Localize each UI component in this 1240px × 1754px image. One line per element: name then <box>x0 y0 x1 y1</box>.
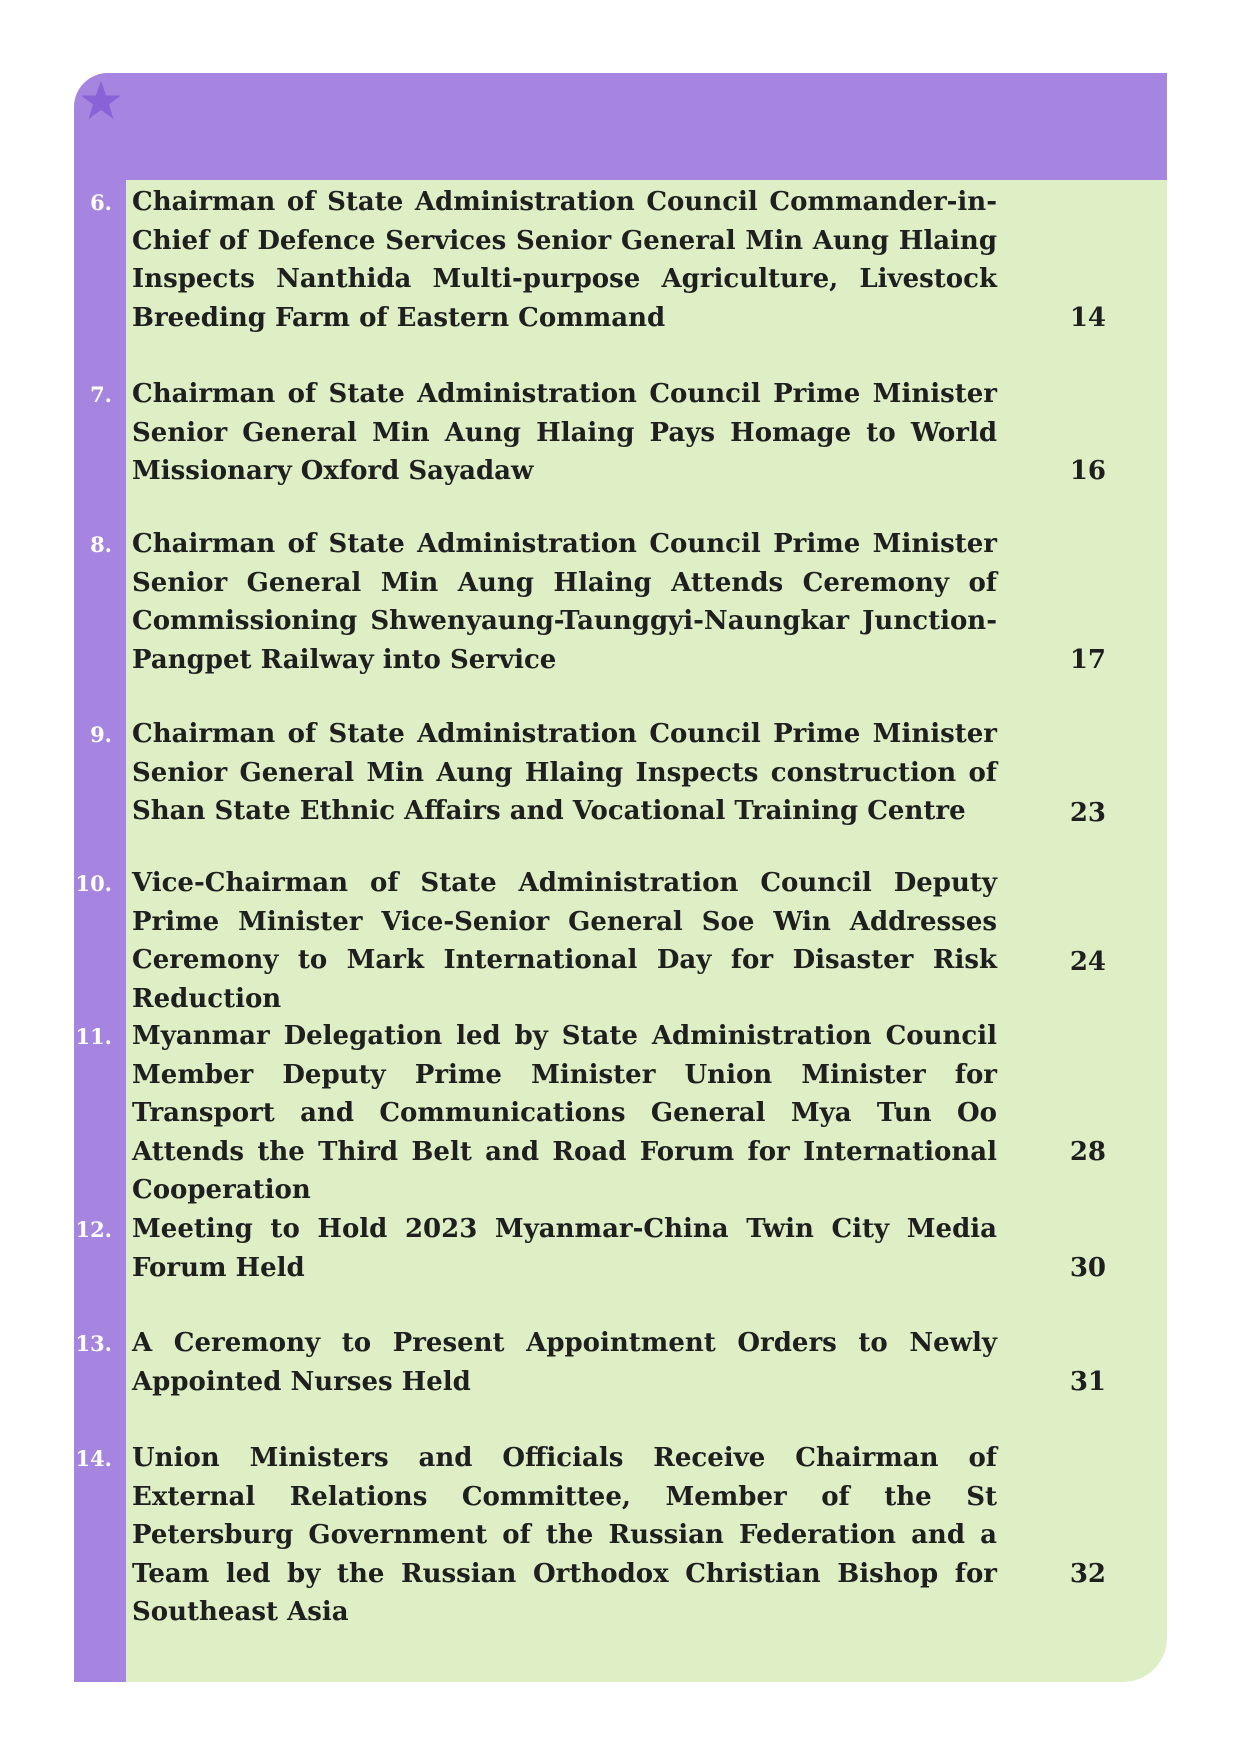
entry-title[interactable]: Chairman of State Administration Council Commander-in-Chief of Defence Services Senior General Min Aung Hlaing Inspects Nanthida Multi-purpose Agriculture, Livestock Breeding Farm of Eastern Command <box>132 187 997 333</box>
entry-number: 6. <box>90 190 112 215</box>
entry-number: 9. <box>90 722 112 747</box>
entry-title[interactable]: A Ceremony to Present Appointment Orders to Newly Appointed Nurses Held <box>132 1328 997 1397</box>
entry-page: 32 <box>1069 1559 1106 1589</box>
entry-page: 17 <box>1069 645 1106 675</box>
entry-page: 30 <box>1069 1253 1106 1283</box>
entry-page: 14 <box>1069 303 1106 333</box>
entry-title[interactable]: Chairman of State Administration Council Prime Minister Senior General Min Aung Hlaing Inspects construction of Shan State Ethnic Affairs and Vocational Training Centre <box>132 719 997 826</box>
star-icon <box>79 79 123 123</box>
page-no-heading: Page No. <box>1031 38 1161 68</box>
entry-number: 13. <box>75 1331 112 1356</box>
entry-page: 24 <box>1069 947 1106 977</box>
entry-number: 14. <box>75 1446 112 1471</box>
entry-title[interactable]: Chairman of State Administration Council Prime Minister Senior General Min Aung Hlaing Attends Ceremony of Commissioning Shwenyaung-Taunggyi-Naungkar Junction-Pangpet Railway into Service <box>132 529 997 675</box>
entry-number: 8. <box>90 532 112 557</box>
entry-page: 16 <box>1069 456 1106 486</box>
contents-heading: Contents <box>453 38 585 68</box>
entry-title[interactable]: Myanmar Delegation led by State Administration Council Member Deputy Prime Minister Union Minister for Transport and Communications General Mya Tun Oo Attends the Third Belt and Road Forum for International Cooperation <box>132 1021 997 1205</box>
entry-number: 10. <box>75 871 112 896</box>
entry-title[interactable]: Chairman of State Administration Council Prime Minister Senior General Min Aung Hlaing Pays Homage to World Missionary Oxford Sayadaw <box>132 379 997 486</box>
entry-title[interactable]: Meeting to Hold 2023 Myanmar-China Twin City Media Forum Held <box>132 1214 997 1283</box>
entry-title[interactable]: Union Ministers and Officials Receive Chairman of External Relations Committee, Member of the St Petersburg Government of the Russian Federation and a Team led by the Russian Orthodox Christian Bishop for Southeast Asia <box>132 1443 997 1627</box>
contents-header <box>126 73 1167 180</box>
entry-page: 28 <box>1069 1137 1106 1167</box>
entry-number: 7. <box>90 382 112 407</box>
entry-title[interactable]: Vice-Chairman of State Administration Council Deputy Prime Minister Vice-Senior General Soe Win Addresses Ceremony to Mark International Day for Disaster Risk Reduction <box>132 868 997 1014</box>
entry-number: 11. <box>75 1024 112 1049</box>
entry-page: 23 <box>1069 798 1106 828</box>
entry-number: 12. <box>75 1217 112 1242</box>
entry-page: 31 <box>1069 1367 1106 1397</box>
